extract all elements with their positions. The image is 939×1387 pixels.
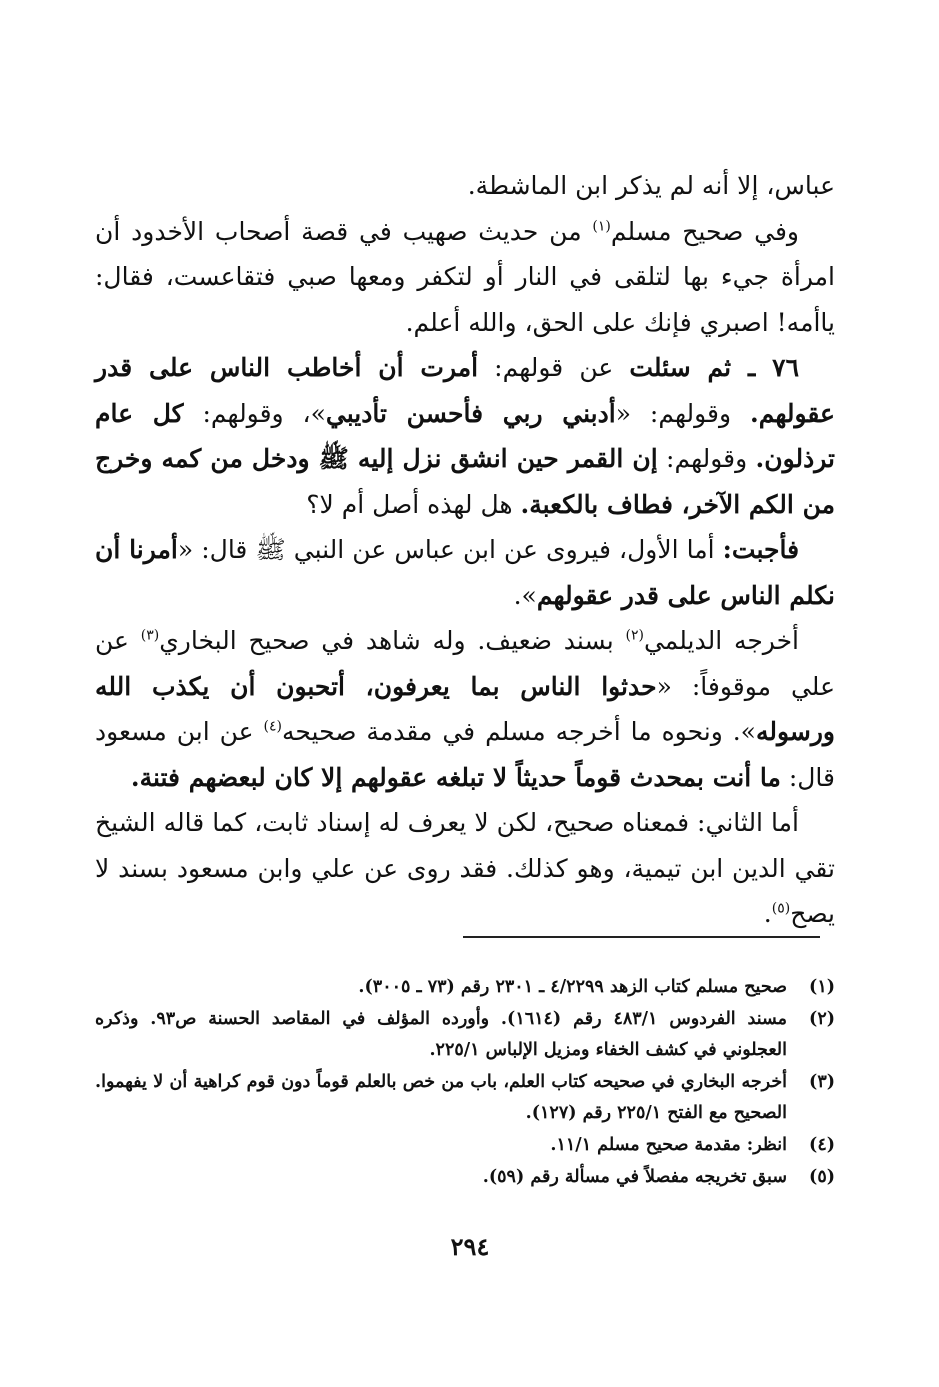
footnote-ref-4[interactable]: (٤) (263, 718, 283, 735)
question-76: ٧٦ ـ ثم سئلت عن قولهم: أمرت أن أخاطب الناس على قدر عقولهم. وقولهم: «أدبني ربي فأحسن تأديبي»، وقولهم: كل عام ترذلون. وقولهم: إن القمر حين انشق نزل إليه ﷺ ودخل من كمه وخرج من الكم الآخر، فطاف بالكعبة. هل لهذه أصل أم لا؟ (95, 353, 835, 519)
answer-label: فأجبت: (722, 535, 800, 564)
footnote-text: انظر: مقدمة صحيح مسلم ١١/١. (550, 1135, 787, 1155)
footnote-number: (٣) (809, 1072, 835, 1092)
paragraph-1: عباس، إلا أنه لم يذكر ابن الماشطة. (467, 171, 835, 200)
footnote-text: مسند الفردوس ٤٨٣/١ رقم (١٦١٤). وأورده المؤلف في المقاصد الحسنة ص٩٣. وذكره العجلوني في كشف الخفاء ومزيل الإلباس ٢٢٥/١. (95, 1009, 787, 1060)
footnote-text: سبق تخريجه مفصلاً في مسألة رقم (٥٩). (482, 1167, 787, 1187)
footnote-text: صحيح مسلم كتاب الزهد ٤/٢٢٩٩ ـ ٢٣٠١ رقم (٧٣ ـ ٣٠٠٥). (358, 977, 787, 997)
main-text (95, 163, 835, 937)
footnote-number: (٥) (809, 1167, 835, 1187)
question-number: ٧٦ ـ ثم سئلت (629, 353, 799, 382)
footnotes (95, 972, 835, 1194)
footnote-number: (٤) (809, 1135, 835, 1155)
footnote-ref-3[interactable]: (٣) (140, 627, 160, 644)
footnote-number: (٢) (809, 1009, 835, 1029)
footnote-item (95, 1067, 835, 1129)
footnote-number: (١) (809, 977, 835, 997)
footnote-ref-5[interactable]: (٥) (771, 900, 791, 917)
footnote-item (95, 972, 835, 1003)
footnote-item (95, 1004, 835, 1066)
footnote-ref-1[interactable]: (١) (592, 218, 611, 235)
footnote-text: أخرجه البخاري في صحيحه كتاب العلم، باب من خص بالعلم قوماً دون قوم كراهية أن لا يفهموا. الصحيح مع الفتح ٢٢٥/١ رقم (١٢٧). (95, 1072, 787, 1123)
footnote-item (95, 1162, 835, 1193)
page-number: ٢٩٤ (450, 1232, 490, 1261)
paragraph-takhrij: أخرجه الديلمي$^{(٢)}$ بسند ضعيف. وله شاهد في صحيح البخاري$^{(٣)}$ عن علي موقوفاً: «حدثوا الناس بما يعرفون، أتحبون أن يكذب الله ورسوله». ونحوه ما أخرجه مسلم في مقدمة صحيحه$^{(٤)}$ عن ابن مسعود قال: ما أنت بمحدث قوماً حديثاً لا تبلغه عقولهم إلا كان لبعضهم فتنة. (95, 626, 835, 792)
paragraph-second: أما الثاني: فمعناه صحيح، لكن لا يعرف له إسناد ثابت، كما قاله الشيخ تقي الدين ابن تيمية، وهو كذلك. فقد روى عن علي وابن مسعود بسند لا يصح$^{(٥)}$. (95, 808, 835, 928)
footnote-divider (463, 936, 820, 938)
footnote-item (95, 1130, 835, 1161)
paragraph-2: وفي صحيح مسلم$^{(١)}$ من حديث صهيب في قصة أصحاب الأخدود أن امرأة جيء بها لتلقى في النار أو لتكفر ومعها صبي فتقاعست، فقال: ياأمه! اصبري فإنك على الحق، والله أعلم. (95, 216, 835, 337)
footnote-ref-2[interactable]: (٢) (625, 627, 644, 644)
answer-paragraph: فأجبت: أما الأول، فيروى عن ابن عباس عن النبي ﷺ قال: «أمرنا أن نكلم الناس على قدر عقولهم». (95, 535, 835, 610)
